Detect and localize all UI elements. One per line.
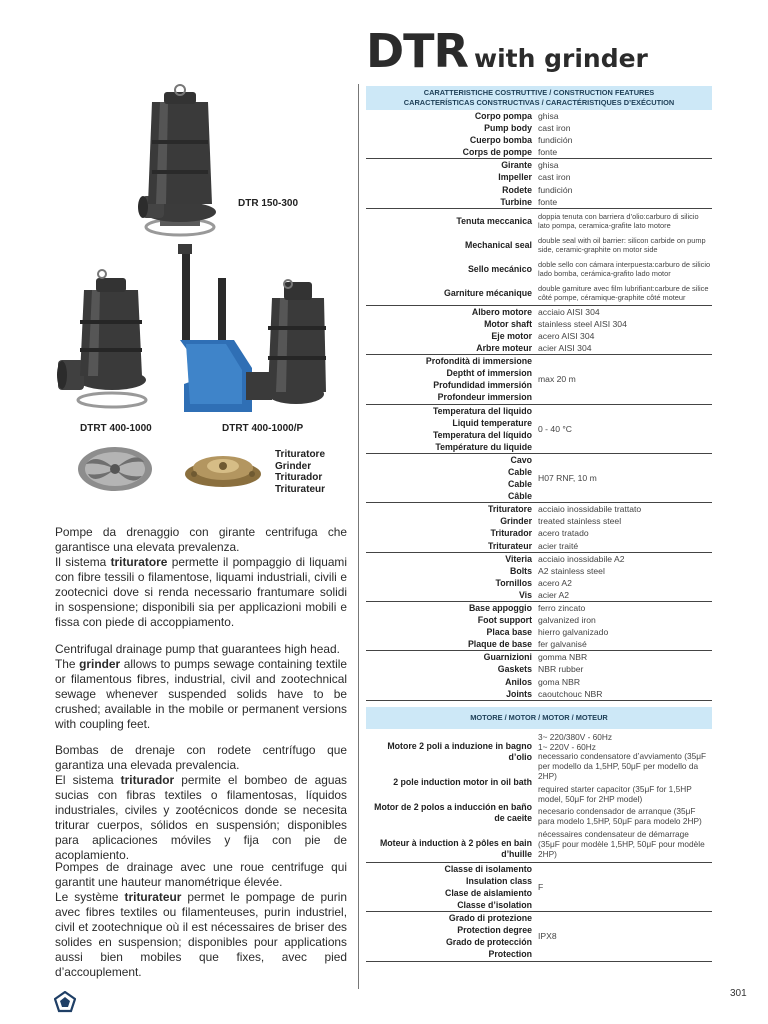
row-label: Grado de protección [445,937,532,948]
grinder-label-en: Grinder [275,460,312,472]
table-line [366,540,712,552]
motor-rows [366,863,712,962]
table-row [366,602,712,651]
table-row [366,405,712,454]
row-label: Motor shaft [484,318,532,329]
row-value: double seal with oil barrier: silicon carbide on pump side, ceramic-graphite on motor side [538,235,706,254]
table-line [366,589,712,601]
table-line [366,663,712,675]
table-line [366,565,712,577]
row-value: ferro zincato [538,603,586,613]
grinder-label-it: Trituratore [275,449,326,460]
row-label: Viteria [505,553,532,564]
row-value: acier A2 [538,589,570,600]
row-label: Girante [501,160,532,171]
row-value: caoutchouc NBR [538,688,603,699]
table-row [366,110,712,159]
table-line [366,688,712,700]
row-value: A2 stainless steel [538,565,605,576]
row-value: NBR rubber [538,664,584,675]
table-line [366,651,712,663]
table-line [366,159,712,171]
motor-value-1: 3~ 220/380V - 60Hz [538,731,613,742]
row-label: Classe di isolamento [444,863,532,874]
row-label: Trituratore [488,504,532,515]
features-header-line1: CARATTERISTICHE COSTRUTTIVE / CONSTRUCTION FEATURES [423,88,655,97]
features-table [366,86,712,962]
table-line [366,503,712,515]
label-dtrt400: DTRT 400-1000 [80,423,152,434]
row-label: Clase de aislamiento [444,887,532,898]
row-label: Turbine [500,196,532,207]
grinder-cutter-image [182,448,264,490]
row-value: IPX8 [538,931,557,942]
table-line [366,553,712,565]
table-row [366,651,712,700]
table-line [366,676,712,688]
table-row [366,503,712,552]
row-value: fer galvanisé [538,639,587,650]
row-label: Gaskets [497,664,532,675]
table-line [366,330,712,342]
row-value: ghisa [538,160,559,171]
row-label: Temperatura del líquido [432,429,532,440]
row-label: Eje motor [491,330,532,341]
table-row [366,912,712,961]
row-label: Pump body [484,123,532,134]
row-label: Mechanical seal [465,239,532,250]
row-value: fonte [538,196,558,207]
table-row [366,209,712,306]
row-label: Cavo [510,454,532,465]
title-sub: with grinder [473,44,648,73]
row-label: Profondeur immersion [437,392,532,403]
row-label: Deptht of immersion [446,368,532,379]
row-label: Tornillos [495,577,532,588]
row-labels [366,863,536,911]
row-label: Cuerpo bomba [469,135,532,146]
motor-label-es: Motor de 2 polos a inducción en baño de caeite [374,801,532,823]
table-line [366,281,712,305]
description-es [55,743,347,863]
grinder-labels [275,449,325,495]
row-label: Guarnizioni [483,652,532,663]
row-label: Profundidad immersión [433,380,532,391]
motor-label-it: Motore 2 poli a induzione in bagno d’olio [387,740,532,762]
row-value: doppia tenuta con barriera d’olio:carburo di silicio lato pompa, ceramica-grafite lato motore [538,211,699,230]
row-label: Cable [508,479,532,490]
row-value: cast iron [538,123,571,134]
table-line [366,122,712,134]
motor-value-3: necessario condensatore d’avviamento (35μF per modello da 1,5HP, 50μF per modello da 2HP) [538,751,707,781]
row-value: double garniture avec film lubrifiant:carbure de silice côté pompe, céramique-graphite côté moteur [538,283,709,302]
row-value: acier AISI 304 [538,343,592,354]
table-line [366,171,712,183]
grinder-label-fr: Triturateur [275,483,326,495]
table-line [366,527,712,539]
table-row [366,454,712,503]
row-value: F [538,881,544,892]
row-label: Température du liquide [435,441,532,452]
row-label: Protection degree [457,925,532,936]
row-labels [366,912,536,960]
table-line [366,342,712,354]
motor-label-en: 2 pole induction motor in oil bath [393,776,532,787]
motor-value-4: required starter capacitor (35μF for 1,5HP model, 50μF for 2HP model) [538,783,692,804]
row-value: acero A2 [538,577,572,588]
row-label: Tenuta meccanica [456,215,532,226]
desc-es-bold: triturador [120,773,175,787]
row-label: Rodete [502,184,532,195]
row-label: Triturateur [488,540,532,551]
row-value: doble sello con cámara interpuesta:carburo de silicio lado bomba, cerámica-grafito lado motor [538,259,711,278]
column-divider [358,84,359,989]
description-it [55,525,347,630]
row-label: Plaque de base [467,639,532,650]
table-row [366,355,712,404]
table-line [366,209,712,233]
row-value: hierro galvanizado [538,627,609,638]
table-row [366,553,712,602]
desc-it-rest: permette il pompaggio di liquami con fibre tessili o filamentose, liquami industriali, civili e zootecnici dove si renda necessario frantumare solidi in sospensione; disponibili sia per applicazioni mobili e fissa con piede di accoppiamento. [55,555,347,629]
row-label: Joints [506,688,532,699]
table-line [366,318,712,330]
motor-labels [366,733,536,860]
desc-fr-line1: Pompes de drainage avec une roue centrifuge qui garantit une hauteur manométrique élevée. [55,860,347,889]
page-number: 301 [730,988,747,999]
desc-es-rest: permite el bombeo de aguas sucias con fibras textiles o filamentosas, líquidos industriales, civiles y zootécnicos donde se necesita triturar cuerpos, sólidos en suspensión; disponibles para aplicaciones móviles y fija con pie de acoplamiento. [55,773,347,862]
row-labels [366,405,536,453]
page-title [366,24,762,76]
row-value: fonte [538,147,558,158]
row-label: Placa base [486,627,532,638]
table-line [366,614,712,626]
row-value: gomma NBR [538,652,588,663]
desc-it-bold: trituratore [110,555,168,569]
row-label: Impeller [498,172,532,183]
table-line [366,196,712,208]
label-dtr150: DTR 150-300 [238,198,299,209]
row-label: Corpo pompa [474,111,532,121]
description-fr [55,860,347,980]
table-line [366,638,712,650]
pump-image-dtr150 [130,84,230,242]
table-row [366,863,712,912]
motor-value-6: nécessaires condensateur de démarrage (35μF pour modèle 1,5HP, 50μF pour modèle 2HP) [538,828,705,859]
features-header [366,86,712,110]
row-label: Insulation class [466,875,532,886]
row-value: goma NBR [538,676,581,687]
grinder-impeller-image [76,444,154,494]
motor-header: MOTORE / MOTOR / MOTOR / MOTEUR [366,707,712,729]
table-line [366,626,712,638]
brand-logo-icon [54,991,76,1013]
desc-en-prefix: The [55,657,80,671]
row-value: cast iron [538,172,571,183]
desc-it-prefix: Il sistema [55,555,111,569]
row-label: Corps de pompe [462,147,532,158]
desc-it-line1: Pompe da drenaggio con girante centrifuga che garantisce una elevata prevalenza. [55,525,347,554]
row-value: stainless steel AISI 304 [538,318,627,329]
table-line [366,233,712,257]
row-label: Garniture mécanique [444,287,532,298]
row-label: Protection [488,949,532,960]
features-rows [366,110,712,701]
row-label: Grado di protezione [448,913,532,924]
row-label: Foot support [477,615,532,626]
row-label: Profondità di immersione [425,356,532,367]
table-line [366,134,712,146]
description-en [55,642,347,732]
row-label: Albero motore [471,306,532,317]
table-line [366,602,712,614]
row-value: ghisa [538,111,559,121]
table-row [366,159,712,208]
desc-en-line1: Centrifugal drainage pump that guarantees high head. [55,642,340,656]
row-value: fundición [538,135,573,146]
features-header-line2: CARACTERÍSTICAS CONSTRUCTIVAS / CARACTÉRISTIQUES D’EXÉCUTION [403,98,675,107]
desc-en-bold: grinder [79,657,121,671]
row-labels [366,454,536,502]
row-label: Arbre moteur [476,343,532,354]
row-value: acero tratado [538,528,589,539]
row-value: fundición [538,184,573,195]
row-label: Classe d’isolation [457,900,532,911]
table-line [366,110,712,122]
row-value: galvanized iron [538,615,596,626]
table-line [366,257,712,281]
table-line [366,515,712,527]
row-label: Câble [508,491,532,502]
row-labels [366,355,536,403]
grinder-label-es: Triturador [275,472,323,483]
table-row [366,306,712,355]
motor-value-5: necesario condensador de arranque (35μF para modelo 1,5HP, 50μF para modelo 2HP) [538,806,702,827]
row-label: Liquid temperature [452,417,532,428]
row-value: acciaio inossidabile trattato [538,504,642,515]
table-line [366,146,712,158]
row-value: H07 RNF, 10 m [538,473,597,484]
desc-es-line1: Bombas de drenaje con rodete centrífugo que garantiza una elevada prevalencia. [55,743,347,772]
row-label: Base appoggio [468,603,532,613]
motor-value-2: 1~ 220V - 60Hz [538,741,596,752]
desc-en-rest: allows to pumps sewage containing textile or filamentous fibres, industrial, civil and zootechnical sewage whenever suspended solids have to be crushed; available in the mobile or permanent versions with coupling feet. [55,657,347,731]
row-value: max 20 m [538,374,576,385]
motor-label-fr: Moteur à induction à 2 pôles en bain d’huille [379,837,532,859]
pump-image-dtrt400 [58,268,154,416]
row-label: Bolts [510,565,532,576]
pump-image-dtrt400p [176,244,336,416]
row-value: acciaio inossidabile A2 [538,553,625,564]
table-line [366,577,712,589]
row-value: 0 - 40 °C [538,423,573,434]
row-label: Temperatura del liquido [432,405,532,416]
row-label: Triturador [490,528,532,539]
row-label: Sello mecánico [467,263,532,274]
desc-fr-prefix: Le système [55,890,125,904]
row-label: Anilos [505,676,532,687]
row-value: acciaio AISI 304 [538,306,600,317]
table-line [366,306,712,318]
table-line [366,184,712,196]
desc-es-prefix: El sistema [55,773,121,787]
row-value: acero AISI 304 [538,330,595,341]
row-label: Vis [518,589,532,600]
row-label: Grinder [500,516,532,527]
motor-values [536,733,712,860]
title-main: DTR [366,24,468,78]
row-value: acier traité [538,540,579,551]
motor-row [366,729,712,863]
desc-fr-rest: permet le pompage de purin avec fibres textiles ou filamenteuses, purin industriel, civil et zootechnique où il est nécessaires de briser des solides en suspension; disponibles pour applications aussi bien mobiles que fixes, avec pied d’accouplement. [55,890,347,979]
label-dtrt400p: DTRT 400-1000/P [222,423,304,434]
row-label: Cable [508,466,532,477]
row-value: treated stainless steel [538,516,622,527]
desc-fr-bold: triturateur [124,890,182,904]
